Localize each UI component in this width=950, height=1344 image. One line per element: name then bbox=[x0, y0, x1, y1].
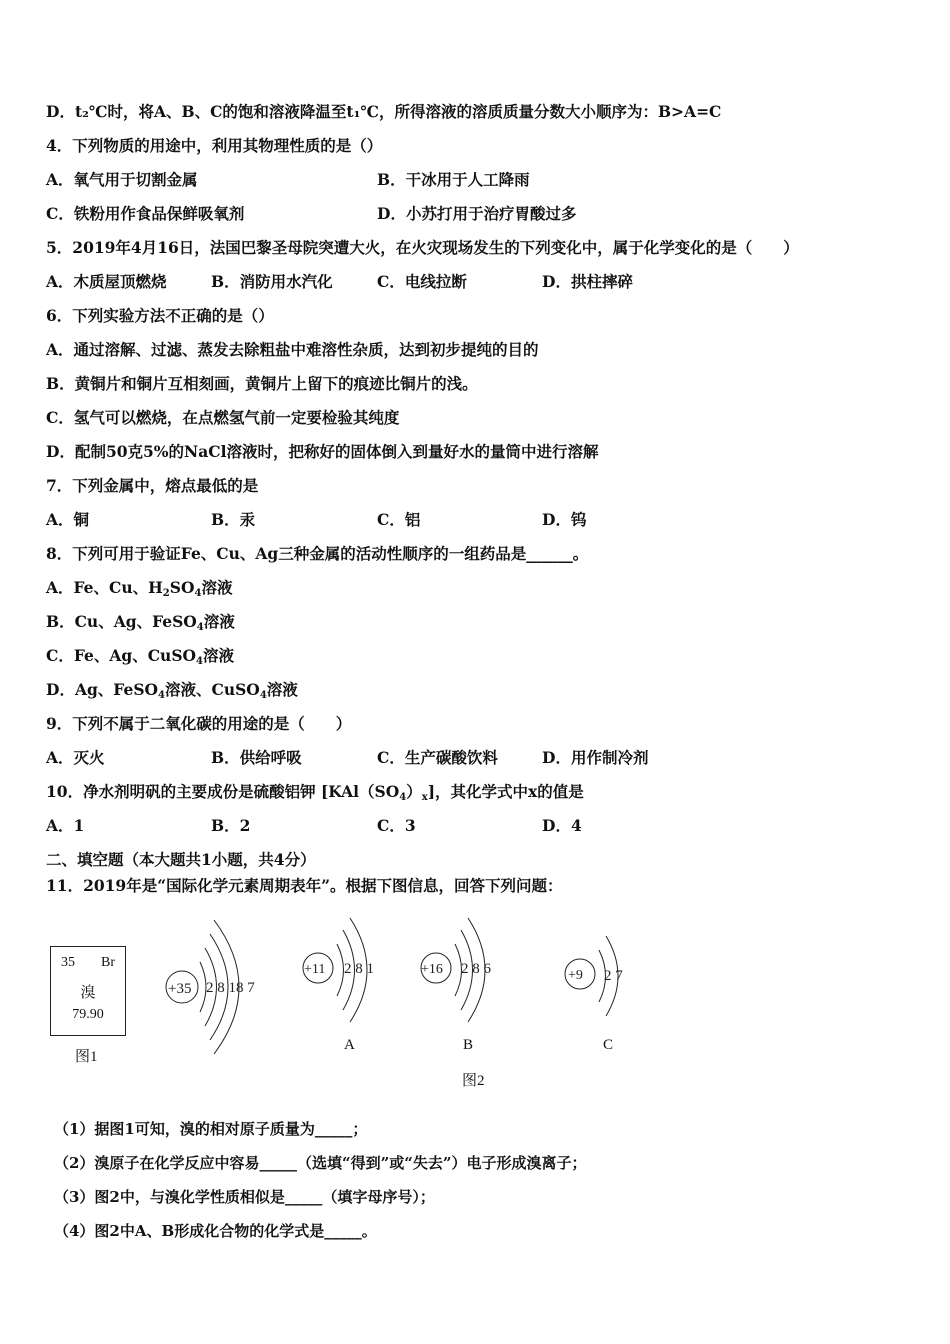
q8-option-c bbox=[46, 646, 234, 672]
q5-option-a: A．木质屋顶燃烧 bbox=[46, 272, 167, 291]
q8-option-a bbox=[46, 578, 232, 604]
atom-a-diagram bbox=[303, 918, 367, 1022]
q4-option-c: C．铁粉用作食品保鲜吸氧剂 bbox=[46, 204, 245, 223]
q9-option-b: B．供给呼吸 bbox=[211, 748, 302, 767]
question-5: 5．2019年4月16日，法国巴黎圣母院突遭大火，在火灾现场发生的下列变化中，属于化学变化的是（ ） bbox=[46, 238, 799, 257]
b-shell-electrons: 2 8 6 bbox=[461, 961, 491, 977]
q10-subscript-x: x bbox=[421, 792, 428, 803]
atom-c-label: C bbox=[603, 1037, 614, 1053]
br-nucleus-charge: +35 bbox=[168, 981, 192, 997]
q6-option-b: B．黄铜片和铜片互相刻画，黄铜片上留下的痕迹比铜片的浅。 bbox=[46, 374, 478, 393]
q7-option-c: C．铝 bbox=[377, 510, 421, 529]
question-3-option-d: D．t₂℃时，将A、B、C的饱和溶液降温至t₁℃，所得溶液的溶质质量分数大小顺序为：B>A=C bbox=[46, 102, 722, 121]
q5-option-b: B．消防用水汽化 bbox=[211, 272, 333, 291]
q8d-subscript-2: 4 bbox=[259, 690, 267, 701]
q8c-text: C．Fe、Ag、CuSO bbox=[46, 646, 197, 665]
q8a-text-mid: SO bbox=[169, 578, 195, 597]
question-9: 9．下列不属于二氧化碳的用途的是（ ） bbox=[46, 714, 352, 733]
b-nucleus-circle bbox=[421, 953, 451, 983]
question-10 bbox=[46, 782, 584, 808]
atom-b-label: B bbox=[463, 1037, 474, 1053]
a-shell-electrons: 2 8 1 bbox=[344, 961, 374, 977]
q6-option-c: C．氢气可以燃烧，在点燃氢气前一定要检验其纯度 bbox=[46, 408, 400, 427]
q10-text-post: ]，其化学式中x的值是 bbox=[427, 782, 584, 801]
b-nucleus-charge: +16 bbox=[421, 962, 443, 977]
br-nucleus-circle bbox=[166, 971, 198, 1003]
element-cell-bromine bbox=[50, 946, 126, 1036]
q10-text-mid: ） bbox=[406, 782, 422, 801]
q8-option-b bbox=[46, 612, 235, 638]
c-shell-electrons: 2 7 bbox=[604, 968, 623, 984]
q10-option-c: C．3 bbox=[377, 816, 416, 835]
a-nucleus-circle bbox=[303, 953, 333, 983]
figure-2-label: 图2 bbox=[462, 1073, 485, 1089]
q9-option-a: A．灭火 bbox=[46, 748, 105, 767]
q7-option-b: B．汞 bbox=[211, 510, 256, 529]
atomic-mass: 79.90 bbox=[72, 1007, 104, 1022]
q7-option-d: D．钨 bbox=[542, 510, 587, 529]
q9-option-d: D．用作制冷剂 bbox=[542, 748, 649, 767]
q8a-subscript-4: 4 bbox=[194, 588, 202, 599]
q8d-text-post: 溶液 bbox=[266, 680, 298, 699]
q8c-subscript: 4 bbox=[196, 656, 203, 667]
q8d-text: D．Ag、FeSO bbox=[46, 680, 159, 699]
q5-option-c: C．电线拉断 bbox=[377, 272, 467, 291]
q10-subscript-4: 4 bbox=[399, 792, 407, 803]
figure-1-label: 图1 bbox=[75, 1049, 98, 1065]
q8a-text: A．Fe、Cu、H bbox=[46, 578, 163, 597]
q8a-subscript-2: 2 bbox=[162, 588, 170, 599]
q10-option-b: B．2 bbox=[211, 816, 251, 835]
question-7: 7．下列金属中，熔点最低的是 bbox=[46, 476, 259, 495]
q8b-text-post: 溶液 bbox=[203, 612, 235, 631]
q8b-text: B．Cu、Ag、FeSO bbox=[46, 612, 197, 631]
question-11: 11．2019年是“国际化学元素周期表年”。根据下图信息，回答下列问题： bbox=[46, 876, 563, 895]
element-name: 溴 bbox=[80, 985, 96, 1001]
q10-option-d: D．4 bbox=[542, 816, 582, 835]
q8-option-d bbox=[46, 680, 298, 706]
q10-option-a: A．1 bbox=[46, 816, 85, 835]
q5-option-d: D．拱柱摔碎 bbox=[542, 272, 633, 291]
q6-option-a: A．通过溶解、过滤、蒸发去除粗盐中难溶性杂质，达到初步提纯的目的 bbox=[46, 340, 539, 359]
q10-text: 10．净水剂明矾的主要成份是硫酸铝钾 [KAl（SO bbox=[46, 782, 400, 801]
q11-part-2: （2）溴原子在化学反应中容易_____（选填“得到”或“失去”）电子形成溴离子； bbox=[54, 1154, 587, 1172]
q4-option-b: B．干冰用于人工降雨 bbox=[377, 170, 530, 189]
br-shell-electrons: 2 8 18 7 bbox=[206, 980, 255, 996]
question-6: 6．下列实验方法不正确的是（） bbox=[46, 306, 274, 325]
q11-part-1: （1）据图1可知，溴的相对原子质量为_____； bbox=[54, 1120, 368, 1138]
q8d-subscript-1: 4 bbox=[158, 690, 165, 701]
element-symbol: Br bbox=[101, 955, 115, 970]
q8a-text-post: 溶液 bbox=[201, 578, 233, 597]
atomic-number: 35 bbox=[61, 955, 75, 970]
atom-b-diagram bbox=[421, 918, 485, 1022]
q8c-text-post: 溶液 bbox=[203, 646, 235, 665]
bromine-atom-diagram bbox=[166, 920, 239, 1054]
q9-option-c: C．生产碳酸饮料 bbox=[377, 748, 498, 767]
atom-a-label: A bbox=[344, 1037, 355, 1053]
q8b-subscript: 4 bbox=[196, 622, 204, 633]
q4-option-a: A．氧气用于切割金属 bbox=[46, 170, 198, 189]
question-8: 8．下列可用于验证Fe、Cu、Ag三种金属的活动性顺序的一组药品是______。 bbox=[46, 544, 589, 563]
c-nucleus-charge: +9 bbox=[568, 968, 583, 983]
section-2-heading: 二、填空题（本大题共1小题，共4分） bbox=[46, 850, 316, 869]
q11-part-4: （4）图2中A、B形成化合物的化学式是_____。 bbox=[54, 1222, 377, 1240]
atom-c-diagram bbox=[565, 936, 618, 1016]
a-nucleus-charge: +11 bbox=[304, 962, 326, 977]
q8d-text-mid: 溶液、CuSO bbox=[165, 680, 260, 699]
q4-option-d: D．小苏打用于治疗胃酸过多 bbox=[377, 204, 577, 223]
question-4: 4．下列物质的用途中，利用其物理性质的是（） bbox=[46, 136, 383, 155]
q6-option-d: D．配制50克5%的NaCl溶液时，把称好的固体倒入到量好水的量筒中进行溶解 bbox=[46, 442, 599, 461]
q7-option-a: A．铜 bbox=[46, 510, 90, 529]
q11-part-3: （3）图2中，与溴化学性质相似是_____（填字母序号）； bbox=[54, 1188, 435, 1206]
c-nucleus-circle bbox=[565, 959, 595, 989]
